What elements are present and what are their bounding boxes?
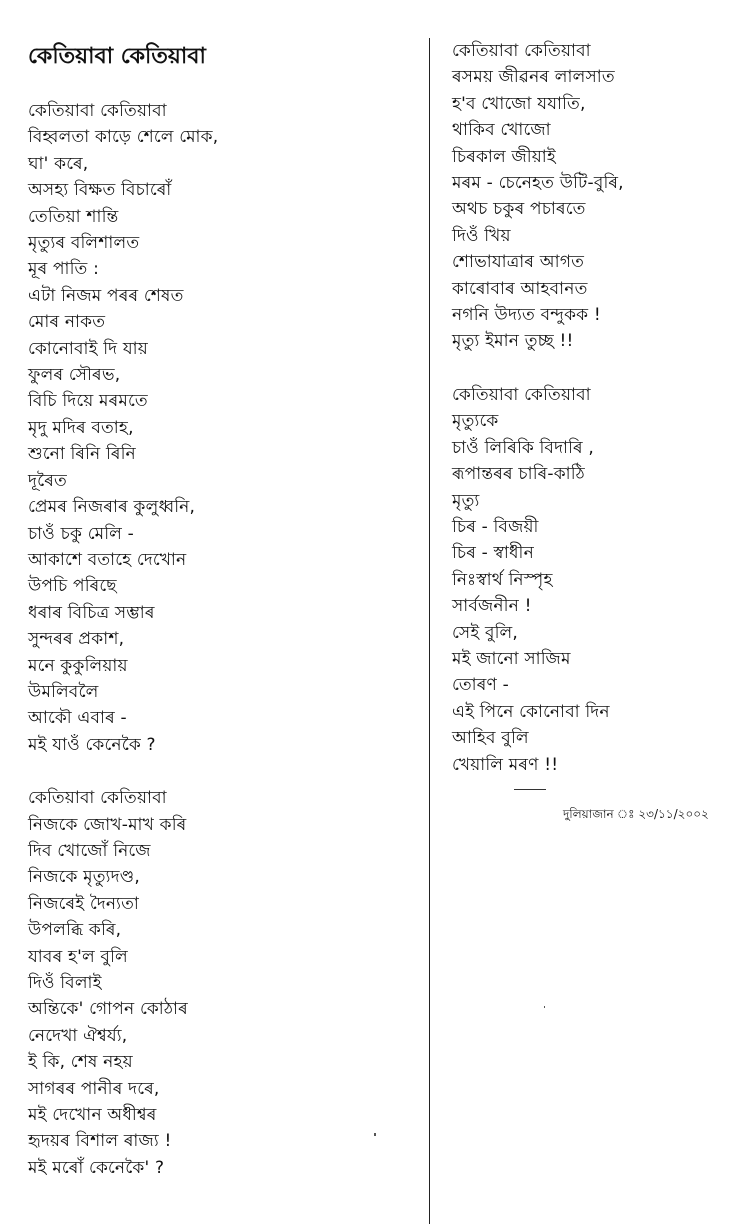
poem-line: সেই বুলি, [452, 622, 518, 643]
poem-line: কেতিয়াবা কেতিয়াবা [452, 41, 591, 61]
place-date: দুলিয়াজান ঃ ২৩/১১/২০০২ [563, 807, 709, 821]
stanza-1 [28, 98, 408, 758]
poem-title: কেতিয়াবা কেতিয়াবা [28, 44, 206, 69]
poem-line: নেদেখা ঐশ্বৰ্য্য, [28, 1025, 128, 1046]
poem-line: ঘা' কৰে, [28, 153, 89, 174]
poem-line: সাগৰৰ পানীৰ দৰে, [28, 1078, 160, 1099]
poem-line: মৃত্যু ইমান তুচ্ছ !! [452, 331, 574, 352]
poem-line: মই জানো সাজিম [452, 648, 571, 669]
poem-line: বিচি দিয়ে মৰমতে [28, 391, 148, 412]
poem-line: মৃত্যু [452, 490, 480, 511]
poem-line: বিহ্বলতা কাড়ে শেলে মোক, [28, 127, 219, 148]
poem-line: চিৰ - স্বাধীন [452, 543, 534, 564]
poem-line: নগনি উদ্যত বন্দুকক ! [452, 305, 601, 326]
poem-line: থাকিব খোজো [452, 120, 551, 141]
poem-line: দিব খোজোঁ নিজে [28, 840, 151, 861]
poem-line: হ'ব খোজো যযাতি, [452, 93, 586, 114]
poem-line: অসহ্য বিক্ষত বিচাৰোঁ [28, 180, 172, 201]
poem-line: যাবৰ হ'ল বুলি [28, 946, 128, 967]
poem-line: ৰসময় জীৱনৰ লালসাত [452, 67, 615, 88]
poem-line: দিওঁ বিলাই [28, 973, 102, 993]
poem-line: সাৰ্বজনীন ! [452, 596, 532, 617]
poem-line: চাওঁ চকু মেলি - [28, 523, 134, 544]
stanza-gap [452, 355, 752, 382]
stanza-3 [452, 38, 752, 355]
poem-line: ই কি, শেষ নহয় [28, 1052, 133, 1073]
stanza-2 [28, 785, 408, 1181]
right-column [452, 38, 752, 778]
poem-line: দূৰৈত [28, 470, 67, 491]
column-divider [429, 38, 430, 1224]
stanza-gap [28, 758, 408, 785]
poem-line: আকৌ এবাৰ - [28, 708, 127, 729]
poem-line: মৃদু মদিৰ বতাহ, [28, 417, 134, 438]
poem-line: প্ৰেমৰ নিজৰাৰ কুলুধ্বনি, [28, 497, 196, 518]
poem-line: দিওঁ খিয় [452, 225, 511, 246]
scan-speck [544, 1006, 545, 1008]
poem-line: মৰম - চেনেহত উটি-বুৰি, [452, 173, 624, 194]
end-divider [514, 789, 546, 790]
poem-line: তোৰণ - [452, 675, 509, 696]
poem-line: মৃত্যুৰ বলিশালত [28, 233, 140, 254]
poem-line: হৃদয়ৰ বিশাল ৰাজ্য ! [28, 1131, 172, 1152]
poem-line: তেতিয়া শান্তি [28, 206, 119, 227]
poem-line: উপলব্ধি কৰি, [28, 920, 122, 941]
poem-line: খেয়ালি মৰণ !! [452, 754, 559, 775]
poem-line: আহিব বুলি [452, 728, 529, 749]
poem-line: ফুলৰ সৌৰভ, [28, 365, 121, 386]
poem-line: মই যাওঁ কেনেকৈ ? [28, 734, 156, 755]
poem-line: মোৰ নাকত [28, 312, 106, 333]
poem-line: অন্তিকে' গোপন কোঠাৰ [28, 999, 188, 1020]
poem-line: নিঃস্বাৰ্থ নিস্পৃহ [452, 569, 553, 590]
left-column [28, 40, 408, 1181]
poem-line: আকাশে বতাহে দেখোন [28, 549, 187, 570]
poem-line: উমলিবলৈ [28, 681, 99, 702]
poem-line: কেতিয়াবা কেতিয়াবা [28, 788, 167, 809]
poem-line: মৃত্যুকে [452, 411, 499, 432]
poem-line: অথচ চকুৰ পচাৰতে [452, 199, 586, 220]
poem-line: মূৰ পাতি : [28, 259, 100, 280]
stanza-4 [452, 382, 752, 778]
poem-line: এটা নিজম পৰৰ শেষত [28, 285, 184, 306]
poem-line: মই মৰোঁ কেনেকৈ' ? [28, 1157, 165, 1178]
poem-line: কাৰোবাৰ আহবানত [452, 278, 588, 299]
poem-line: কেতিয়াবা কেতিয়াবা [452, 384, 591, 405]
poem-line: শুনো ৰিনি ৰিনি [28, 444, 136, 465]
poem-line: ৰূপান্তৰৰ চাৰি-কাঠি [452, 464, 585, 485]
scan-speck [374, 1133, 376, 1136]
poem-line: কোনোবাই দি যায় [28, 338, 149, 359]
poem-line: মই দেখোন অধীশ্বৰ [28, 1105, 157, 1126]
poem-line: চাওঁ লিৰিকি বিদাৰি , [452, 437, 594, 458]
poem-line: চিৰকাল জীয়াই [452, 146, 556, 167]
poem-line: মনে কুকুলিয়ায় [28, 655, 128, 676]
poem-line: কেতিয়াবা কেতিয়াবা [28, 101, 167, 121]
poem-line: চিৰ - বিজয়ী [452, 516, 539, 537]
poem-line: উপচি পৰিছে [28, 576, 117, 597]
poem-line: ধৰাৰ বিচিত্ৰ সম্ভাৰ [28, 602, 155, 623]
poem-line: এই পিনে কোনোবা দিন [452, 701, 610, 722]
poem-line: নিজৰেই দৈন্যতা [28, 893, 140, 914]
poem-line: নিজকে জোখ-মাখ কৰি [28, 814, 187, 835]
poem-line: নিজকে মৃত্যুদণ্ড, [28, 867, 141, 888]
poem-line: সুন্দৰৰ প্ৰকাশ, [28, 629, 125, 650]
poem-line: শোভাযাত্ৰাৰ আগত [452, 252, 585, 273]
